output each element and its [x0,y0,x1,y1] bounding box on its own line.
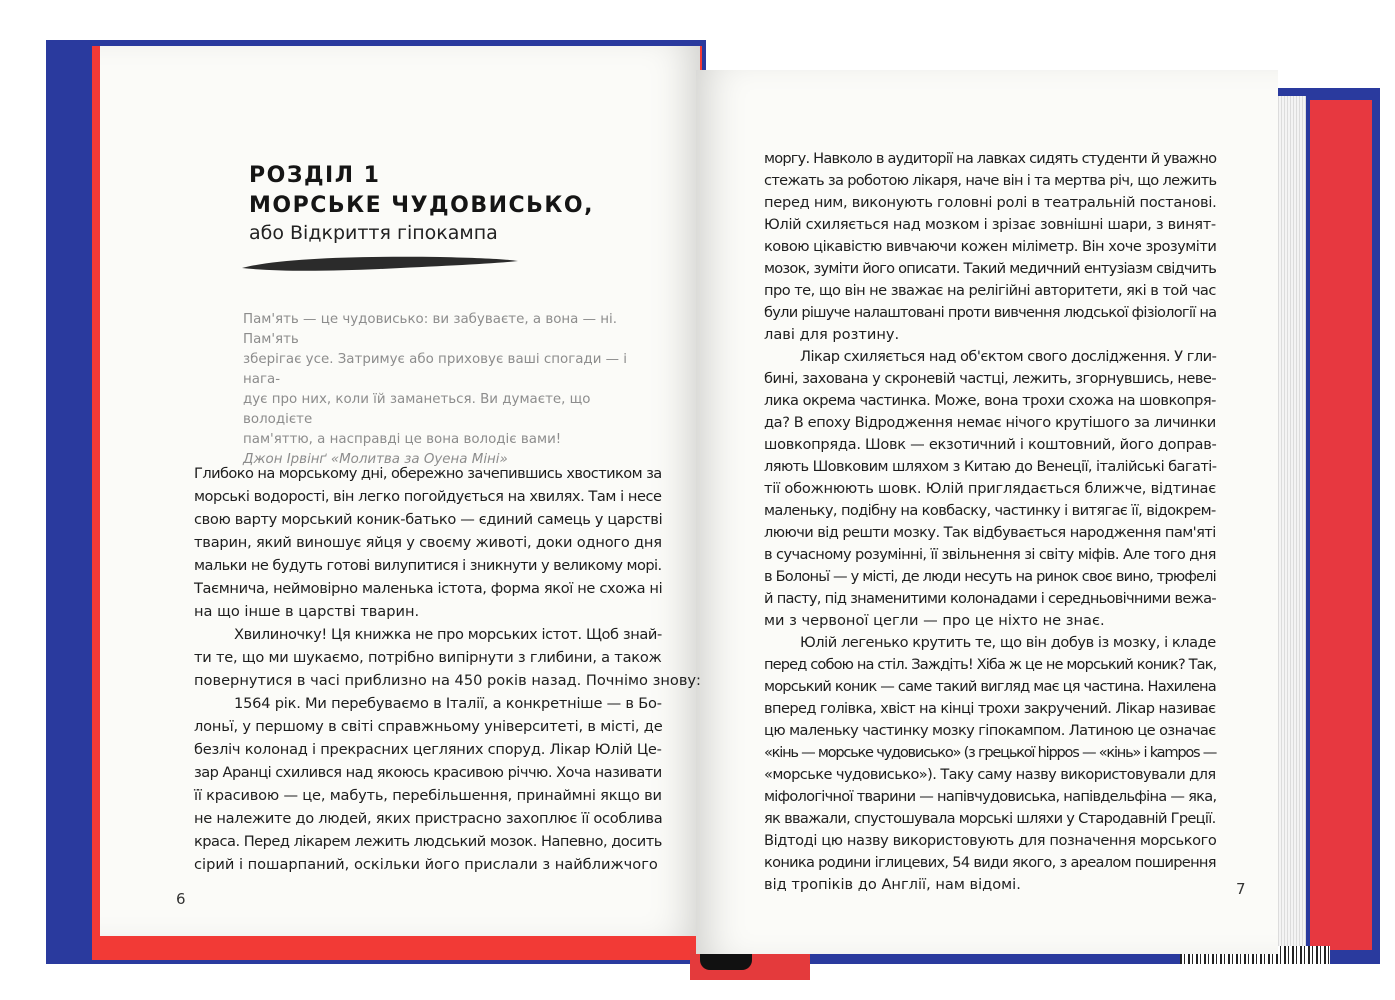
book-endpaper-right [1310,100,1372,950]
text-line: Відтоді цю назву використовують для позначення морського [764,832,1217,849]
text-line: її красивою — це, мабуть, перебільшення, принаймні якщо ви [194,787,662,804]
text-line: коника родини іглицевих, 54 види якого, з ареалом поширення [764,854,1216,871]
text-line: ти те, що ми шукаємо, потрібно випірнути з глибини, а також [194,649,662,666]
text-line: на що інше в царстві тварин. [194,603,420,620]
text-line: перед собою на стіл. Заждіть! Хіба ж це не морський коник? Так, [764,656,1217,673]
chapter-number: РОЗДІЛ 1 [249,163,381,188]
text-line: морські водорості, він легко погойдується на хвилях. Там і несе [194,488,662,505]
text-line: Глибоко на морському дні, обережно зачепившись хвостиком за [194,465,662,482]
text-line: лаві для розтину. [764,326,900,343]
epigraph-line: зберігає усе. Затримує або приховує ваші спогади — і нага- [243,352,628,387]
text-line: бині, захована у скроневій частці, лежить, згорнувшись, неве- [764,370,1217,387]
text-line: лоньї, у першому в світі справжньому університеті, в місті, де [194,718,663,735]
text-line: Таємнича, неймовірно маленька істота, форма якої не схожа ні [194,580,663,597]
epigraph [243,310,663,470]
text-line: 1564 рік. Ми перебуваємо в Італії, а конкретніше — в Бо- [234,695,662,712]
page-number-left: 6 [176,890,186,908]
page-number-right: 7 [1236,880,1246,898]
text-line: не належите до людей, яких пристрасно захоплює її особлива [194,810,663,827]
epigraph-author: Джон Ірвінґ «Молитва за Оуена Міні» [243,452,508,467]
text-line: були рішуче налаштовані проти вивчення людської фізіології на [764,304,1217,321]
epigraph-line: дує про них, коли їй заманеться. Ви думаєте, що володієте [243,392,591,427]
text-line: від тропіків до Англії, нам відомі. [764,876,1021,893]
text-line: повернутися в часі приблизно на 450 років назад. Почнімо знову: [194,672,701,689]
text-line: «морське чудовисько»). Таку саму назву використовували для [764,766,1216,783]
text-line: ми з червоної цегли — про це ніхто не знає. [764,612,1105,629]
text-line: морський коник — саме такий вигляд має ця частина. Нахилена [764,678,1216,695]
text-line: стежать за роботою лікаря, наче він і та мертва річ, що лежить [764,172,1217,189]
epigraph-line: Пам'ять — це чудовисько: ви забуваєте, а вона — ні. Пам'ять [243,312,618,347]
text-line: моргу. Навколо в аудиторії на лавках сидять студенти й уважно [764,150,1217,167]
text-line: мальки не будуть готові вилупитися і зникнути у великому морі. [194,557,662,574]
text-line: в Болоньї — у місті, де люди несуть на ринок своє вино, трюфелі [764,568,1216,585]
text-line: шовкопряда. Шовк — екзотичний і коштовний, його доправ- [764,436,1217,453]
text-line: тії обожнюють шовк. Юлій приглядається ближче, відтинає [764,480,1217,497]
text-line: «кінь — морське чудовисько» (з грецької hippos — «кінь» і kampos — [764,744,1217,761]
text-line: люючи від решти мозку. Так відбувається народження пам'яті [764,524,1216,541]
chapter-subtitle: або Відкриття гіпокампа [249,222,498,244]
text-line: Лікар схиляється над об'єктом свого дослідження. У гли- [800,348,1217,365]
text-line: про те, що він не зважає на релігійні авторитети, які в той час [764,282,1216,299]
text-line: маленьку, подібну на ковбаску, частинку і витягає її, відокрем- [764,502,1216,519]
text-line: да? В епоху Відродження немає нічого крутішого за личинки [764,414,1216,431]
text-line: сірий і пошарпаний, оскільки його прислали з найближчого [194,856,658,873]
epigraph-line: пам'яттю, а насправді це вона володіє вами! [243,432,562,447]
text-line: вперед голівка, хвіст на кінці трохи закручений. Лікар називає [764,700,1216,717]
text-line: як вважали, спустошувала морські шляхи у Стародавній Греції. [764,810,1216,827]
text-line: свою варту морський коник-батько — єдиний самець у царстві [194,511,663,528]
chapter-title: МОРСЬКЕ ЧУДОВИСЬКО, [249,193,594,218]
brush-stroke-icon [240,252,520,276]
text-line: зар Аранці схилився над якоюсь красивою річчю. Хоча називати [194,764,662,781]
text-line: цю маленьку частинку мозку гіпокампом. Латиною це означає [764,722,1216,739]
text-line: міфологічної тварини — напівчудовиська, напівдельфіна — яка, [764,788,1217,805]
text-line: краса. Перед лікарем лежить людський мозок. Напевно, досить [194,833,662,850]
text-line: перед ним, виконують головні ролі в театральній постанові. [764,194,1217,211]
text-line: лика окрема частинка. Може, вона трохи схожа на шовкопря- [764,392,1216,409]
text-line: ковою цікавістю вивчаючи кожен міліметр. Він хоче зрозуміти [764,238,1217,255]
text-line: Юлій легенько крутить те, що він добув із мозку, і кладе [800,634,1216,651]
page-edges [1276,96,1306,948]
text-line: тварин, який виношує яйця у своєму животі, доки одного дня [194,534,662,551]
text-line: мозок, зуміти його описати. Такий медичний ентузіазм свідчить [764,260,1217,277]
text-line: в сучасному розумінні, її звільнення зі світу міфів. Але того дня [764,546,1216,563]
text-line: ляють Шовковим шляхом з Китаю до Венеції, італійські багаті- [764,458,1217,475]
text-line: й пасту, під знаменитими колонадами і середньовічними вежа- [764,590,1216,607]
text-line: Хвилиночку! Ця книжка не про морських істот. Щоб знай- [234,626,662,643]
text-line: Юлій схиляється над мозком і зрізає зовнішні шари, з винят- [764,216,1216,233]
text-line: безліч колонад і прекрасних цегляних споруд. Лікар Юлій Це- [194,741,662,758]
